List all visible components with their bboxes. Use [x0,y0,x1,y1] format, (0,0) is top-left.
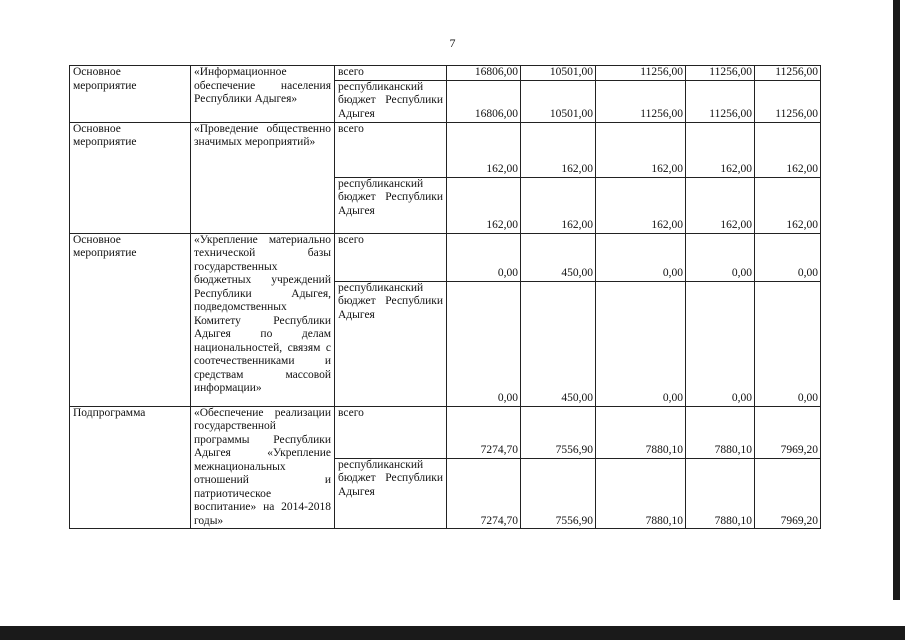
value-cell: 7556,90 [521,406,596,458]
category-cell: Подпрограмма [70,406,191,529]
value-cell: 7969,20 [755,458,821,528]
value-cell: 16806,00 [447,80,521,122]
value-cell: 162,00 [755,177,821,233]
value-cell: 7880,10 [596,458,686,528]
value-cell: 11256,00 [596,66,686,81]
funding-source-cell: всего [335,233,447,281]
value-cell: 162,00 [686,177,755,233]
value-cell: 0,00 [755,233,821,281]
value-cell: 7556,90 [521,458,596,528]
value-cell: 7969,20 [755,406,821,458]
value-cell: 7880,10 [686,406,755,458]
value-cell: 11256,00 [596,80,686,122]
value-cell: 450,00 [521,281,596,406]
value-cell: 7880,10 [596,406,686,458]
value-cell: 11256,00 [755,66,821,81]
value-cell: 162,00 [521,177,596,233]
value-cell: 16806,00 [447,66,521,81]
value-cell: 0,00 [596,281,686,406]
value-cell: 162,00 [755,122,821,177]
value-cell: 162,00 [447,122,521,177]
value-cell: 162,00 [596,177,686,233]
page-number: 7 [449,36,456,50]
value-cell: 450,00 [521,233,596,281]
measure-name-cell: «Проведение общественно значимых мероприятий» [191,122,335,233]
value-cell: 0,00 [686,233,755,281]
value-cell: 10501,00 [521,66,596,81]
budget-table [69,65,821,529]
value-cell: 0,00 [596,233,686,281]
value-cell: 0,00 [447,281,521,406]
value-cell: 7274,70 [447,458,521,528]
scan-edge-bottom [0,626,905,640]
value-cell: 11256,00 [686,66,755,81]
measure-name-cell: «Обеспечение реализации государственной программы Республики Адыгея «Укрепление межнациональных отношений и патриотическое воспитание» на 2014-2018 годы» [191,406,335,529]
funding-source-cell: республиканский бюджет Республики Адыгея [335,458,447,528]
table-row [70,66,821,81]
category-cell: Основное мероприятие [70,66,191,123]
value-cell: 162,00 [521,122,596,177]
funding-source-cell: республиканский бюджет Республики Адыгея [335,281,447,406]
table-row [70,406,821,458]
value-cell: 11256,00 [686,80,755,122]
value-cell: 162,00 [686,122,755,177]
table-row [70,122,821,177]
value-cell: 10501,00 [521,80,596,122]
scan-edge-right [893,0,900,600]
value-cell: 11256,00 [755,80,821,122]
value-cell: 0,00 [686,281,755,406]
funding-source-cell: всего [335,406,447,458]
table-row [70,233,821,281]
category-cell: Основное мероприятие [70,122,191,233]
value-cell: 0,00 [755,281,821,406]
funding-source-cell: всего [335,122,447,177]
value-cell: 7880,10 [686,458,755,528]
funding-source-cell: всего [335,66,447,81]
category-cell: Основное мероприятие [70,233,191,406]
funding-source-cell: республиканский бюджет Республики Адыгея [335,177,447,233]
value-cell: 162,00 [447,177,521,233]
measure-name-cell: «Информационное обеспечение населения Республики Адыгея» [191,66,335,123]
value-cell: 162,00 [596,122,686,177]
value-cell: 7274,70 [447,406,521,458]
measure-name-cell: «Укрепление материально технической базы государственных бюджетных учреждений Республики Адыгея, подведомственных Комитету Республики Адыгея по делам национальностей, связям с соотечественниками и средствам массовой информации» [191,233,335,406]
value-cell: 0,00 [447,233,521,281]
funding-source-cell: республиканский бюджет Республики Адыгея [335,80,447,122]
